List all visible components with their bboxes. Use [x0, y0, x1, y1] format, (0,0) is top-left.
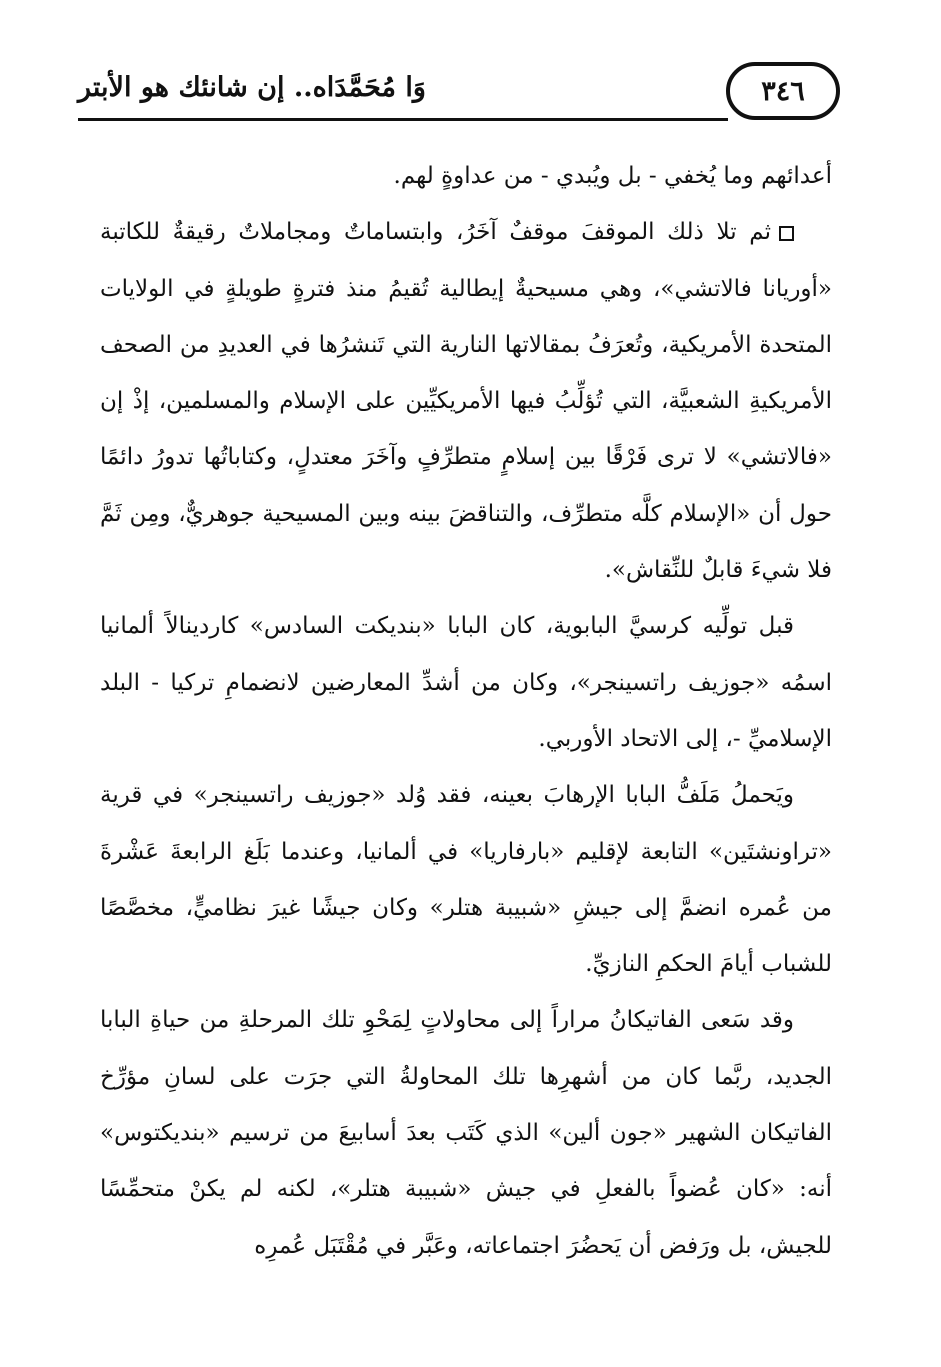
paragraph-vatican-efforts: وقد سَعى الفاتيكانُ مراراً إلى محاولاتٍ لِمَحْوِ تلك المرحلةِ من حياةِ البابا الجديد، ربَّما كان من أشهرِها تلك المحاولةُ التي جرَت على لسانِ مؤرِّخ الفاتيكان الشهير «جون ألين» الذي كَتَب بعدَ أسابيعَ من ترسيم «بنديكتوس» أنه: «كان عُضواً بالفعلِ في جيش «شبيبة هتلر»، لكنه لم يكنْ متحمِّسًا للجيش، بل ورَفض أن يَحضُرَ اجتماعاته، وعَبَّر في مُقْتَبَل عُمرِه — [100, 1007, 832, 1259]
paragraph-ratzinger-cardinal: قبل تولِّيه كرسيَّ البابوية، كان البابا «بنديكت السادس» كاردينالاً ألمانيا اسمُه «جوزيف راتسينجر»، وكان من أشدِّ المعارضين لانضمامِ تركيا - البلد الإسلاميِّ -، إلى الاتحاد الأوربي. — [100, 613, 832, 752]
paragraph-continuation: أعدائهم وما يُخفي - بل ويُبدي - من عداوةٍ لهم. — [393, 163, 832, 189]
paragraph-fallaci-text: ثم تلا ذلك الموقفَ موقفٌ آخَرُ، وابتساماتٌ ومجاملاتٌ رقيقةٌ للكاتبة «أوريانا فالاتشي»، وهي مسيحيةٌ إيطالية تُقيمُ منذ فترةٍ طويلةٍ في الولايات المتحدة الأمريكية، وتُعرَفُ بمقالاتها النارية التي تَنشرُها في العديدِ من الصحف الأمريكيةِ الشعبيَّة، التي تُؤلِّبُ فيها الأمريكيِّين على الإسلام والمسلمين، إذْ إن «فالاتشي» لا ترى فَرْقًا بين إسلامٍ متطرِّفٍ وآخَرَ معتدلٍ، وكتاباتُها تدورُ دائمًا حول أن «الإسلام كلَّه متطرِّف، والتناقضَ بينه وبين المسيحية جوهريٌّ، ومِن ثَمَّ فلا شيءَ قابلٌ للنِّقاش». — [100, 219, 832, 584]
running-title: وَا مُحَمَّدَاه.. إن شانئك هو الأبتر — [78, 72, 426, 103]
header-divider — [78, 118, 728, 121]
paragraph-fallaci — [100, 204, 832, 598]
square-bullet-icon — [779, 226, 794, 241]
paragraph-ratzinger-youth: ويَحملُ مَلَفُّ البابا الإرهابَ بعينه، فقد وُلد «جوزيف راتسينجر» في قرية «تراونشتَين» التابعة لإقليم «بارفاريا» في ألمانيا، وعندما بَلَغ الرابعةَ عَشْرةَ من عُمره انضمَّ إلى جيشِ «شبيبة هتلر» وكان جيشًا غيرَ نظاميٍّ، مخصَّصًا للشباب أيامَ الحكمِ النازيِّ. — [100, 782, 832, 978]
body-text — [100, 148, 832, 1274]
page-number-badge — [726, 62, 840, 120]
page-number: ٣٤٦ — [761, 75, 805, 107]
page-header — [78, 62, 840, 124]
